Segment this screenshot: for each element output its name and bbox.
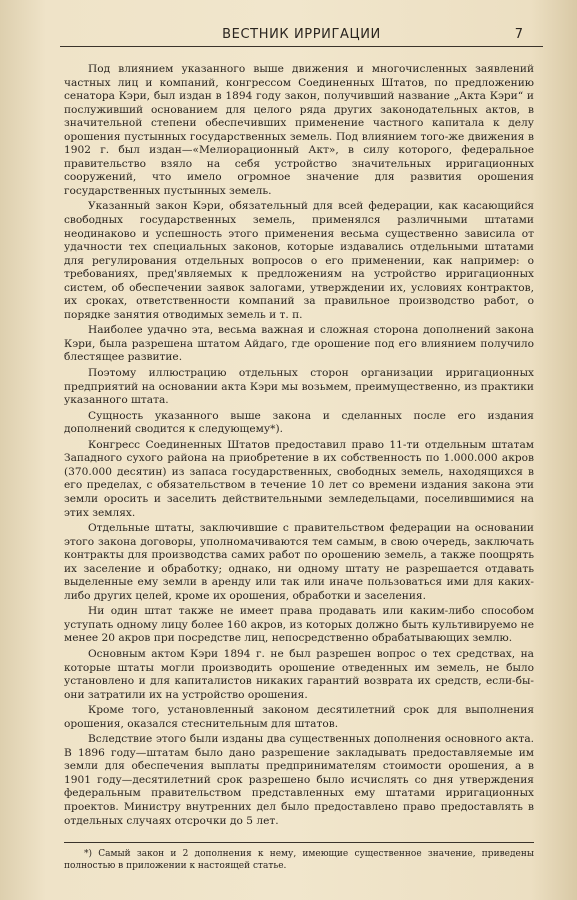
article-body — [64, 63, 534, 830]
paragraph: Кроме того, установленный законом десятилетний срок для выполнения орошения, оказался стеснительным для штатов. — [64, 704, 534, 730]
paragraph: Наиболее удачно эта, весьма важная и сложная сторона дополнений закона Кэри, была разрешена штатом Айдаго, где орошение под его влиянием получило блестящее развитие. — [64, 324, 534, 364]
page-number: 7 — [514, 27, 523, 42]
running-header — [60, 26, 543, 47]
journal-title: ВЕСТНИК ИРРИГАЦИИ — [222, 27, 381, 42]
paragraph: Отдельные штаты, заключившие с правительством федерации на основании этого закона договоры, уполномачиваются тем самым, в свою очередь, заключать контракты для производства самих работ по орошению земель, а также поощрять их заселение и обработку; однако, ни одному штату не разрешается отдавать выделенные ему земли в аренду или так или иначе пользоваться ими для каких-либо других целей, кроме их орошения, обработки и заселения. — [64, 522, 534, 602]
paragraph: Поэтому иллюстрацию отдельных сторон организации ирригационных предприятий на основании акта Кэри мы возьмем, преимущественно, из практики указанного штата. — [64, 367, 534, 407]
footnote-text: *) Самый закон и 2 дополнения к нему, имеющие существенное значение, приведены полностью в приложении к настоящей статье. — [64, 849, 534, 871]
paragraph: Конгресс Соединенных Штатов предоставил право 11-ти отдельным штатам Западного сухого района на приобретение в их собственность по 1.000.000 акров (370.000 десятин) из запаса государственных, свободных земель, находящихся в его пределах, с обязательством в течение 10 лет со времени издания закона эти земли оросить и заселить действительными земледельцами, поселившимися на этих землях. — [64, 438, 534, 519]
footnote-divider — [64, 842, 534, 843]
paragraph: Указанный закон Кэри, обязательный для всей федерации, как касающийся свободных государственных земель, применялся различными штатами неодинаково и успешность этого применения весьма существенно зависила от удачности тех специальных законов, которые издавались отдельными штатами для регулирования отдельных вопросов о его применении, как например: о требованиях, пред'являемых к предложениям на устройство ирригационных систем, об обеспечении заявок залогами, утверждении их, условиях контрактов, их сроках, ответственности компаний за правильное производство работ, о порядке занятия отводимых земель и т. п. — [64, 200, 534, 321]
paragraph: Под влиянием указанного выше движения и многочисленных заявлений частных лиц и компаний, конгрессом Соединенных Штатов, по предложению сенатора Кэри, был издан в 1894 году закон, получивший название „Акта Кэри“ и послуживший основанием для целого ряда других законодательных актов, в значительной степени обеспечивших применение частного капитала к делу орошения пустынных государственных земель. Под влиянием того-же движения в 1902 г. был издан—«Мелиорационный Акт», в силу которого, федеральное правительство взяло на себя устройство значительных ирригационных сооружений, что имело огромное значение для развития орошения государственных пустынных земель. — [64, 63, 534, 197]
paragraph: Вследствие этого были изданы два существенных дополнения основного акта. В 1896 году—штатам было дано разрешение закладывать предоставляемые им земли для обеспечения выплаты предпринимателям стоимости орошения, а в 1901 году—десятилетний срок разрешено было исчислять со дня утверждения федеральным правительством представленных ему штатами ирригационных проектов. Министру внутренних дел было предоставлено право предоставлять в отдельных случаях отсрочки до 5 лет. — [64, 733, 534, 827]
footnote — [64, 848, 534, 872]
paragraph: Сущность указанного выше закона и сделанных после его издания дополнений сводится к следующему*). — [64, 409, 534, 436]
paragraph: Основным актом Кэри 1894 г. не был разрешен вопрос о тех средствах, на которые штаты могли производить орошение отведенных им земель, не было установлено и для капиталистов никаких гарантий возврата их средств, если-бы-они затратили их на устройство орошения. — [64, 647, 534, 701]
paragraph: Ни один штат также не имеет права продавать или каким-либо способом уступать одному лицу более 160 акров, из которых должно быть культивируемо не менее 20 акров при посредстве лиц, непосредственно обрабатывающих землю. — [64, 605, 534, 645]
